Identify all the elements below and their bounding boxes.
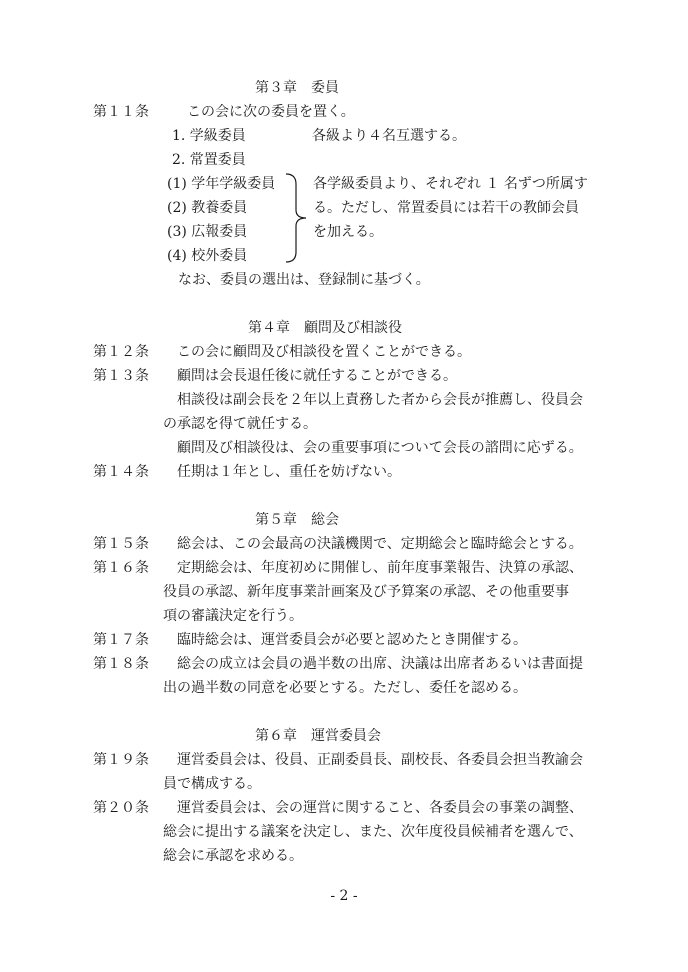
article-16-line-1: 定期総会は、年度初めに開催し、前年度事業報告、決算の承認、	[177, 560, 583, 576]
item-2-label: 2. 常置委員	[172, 152, 246, 168]
sub-description-line-2: る。ただし、常置委員には若干の教師会員	[313, 200, 579, 216]
article-18-line-2: 出の過半数の同意を必要とする。ただし、委任を認める。	[163, 680, 527, 696]
article-15-text: 総会は、この会最高の決議機関で、定期総会と臨時総会とする。	[177, 536, 583, 552]
article-13-line-1: 顧問は会長退任後に就任することができる。	[177, 368, 457, 384]
article-16-line-2: 役員の承認、新年度事業計画案及び予算案の承認、その他重要事	[163, 584, 569, 600]
article-17-text: 臨時総会は、運営委員会が必要と認めたとき開催する。	[177, 632, 527, 648]
sub-item-3: (3) 広報委員	[167, 224, 248, 240]
item-1-description: 各級より４名互選する。	[312, 128, 466, 144]
curly-brace-icon	[282, 172, 312, 264]
article-15-number: 第１５条	[93, 536, 149, 552]
sub-item-1: (1) 学年学級委員	[167, 176, 276, 192]
sub-item-4: (4) 校外委員	[167, 248, 248, 264]
page-number: - 2 -	[330, 888, 358, 904]
article-19-number: 第１９条	[93, 752, 149, 768]
article-20-number: 第２０条	[93, 800, 149, 816]
article-19-line-2: 員で構成する。	[163, 776, 261, 792]
article-13-line-3: の承認を得て就任する。	[163, 416, 317, 432]
article-13-line-4: 顧問及び相談役は、会の重要事項について会長の諮問に応ずる。	[177, 440, 583, 456]
article-12-text: この会に顧問及び相談役を置くことができる。	[177, 344, 471, 360]
article-13-line-2: 相談役は副会長を２年以上責務した者から会長が推薦し、役員会	[177, 392, 583, 408]
chapter-3-heading: 第３章 委員	[255, 80, 339, 96]
sub-description-line-3: を加える。	[313, 224, 383, 240]
article-18-line-1: 総会の成立は会員の過半数の出席、決議は出席者あるいは書面提	[177, 656, 583, 672]
sub-description-line-1: 各学級委員より、それぞれ １ 名ずつ所属す	[313, 176, 588, 192]
sub-item-2: (2) 教養委員	[167, 200, 248, 216]
article-17-number: 第１７条	[93, 632, 149, 648]
article-14-number: 第１４条	[93, 464, 149, 480]
selection-note: なお、委員の選出は、登録制に基づく。	[178, 272, 430, 288]
article-13-number: 第１３条	[93, 368, 149, 384]
chapter-6-heading: 第６章 運営委員会	[255, 728, 381, 744]
article-11-number: 第１１条	[93, 104, 149, 120]
article-11-text: この会に次の委員を置く。	[187, 104, 355, 120]
article-20-line-1: 運営委員会は、会の運営に関すること、各委員会の事業の調整、	[177, 800, 583, 816]
article-19-line-1: 運営委員会は、役員、正副委員長、副校長、各委員会担当教諭会	[177, 752, 583, 768]
article-20-line-2: 総会に提出する議案を決定し、また、次年度役員候補者を選んで、	[163, 824, 583, 840]
article-16-number: 第１６条	[93, 560, 149, 576]
chapter-5-heading: 第５章 総会	[255, 512, 339, 528]
article-18-number: 第１８条	[93, 656, 149, 672]
article-16-line-3: 項の審議決定を行う。	[163, 608, 303, 624]
article-20-line-3: 総会に承認を求める。	[163, 848, 303, 864]
article-14-text: 任期は１年とし、重任を妨げない。	[177, 464, 401, 480]
article-12-number: 第１２条	[93, 344, 149, 360]
item-1-label: 1. 学級委員	[172, 128, 246, 144]
chapter-4-heading: 第４章 顧問及び相談役	[248, 320, 402, 336]
